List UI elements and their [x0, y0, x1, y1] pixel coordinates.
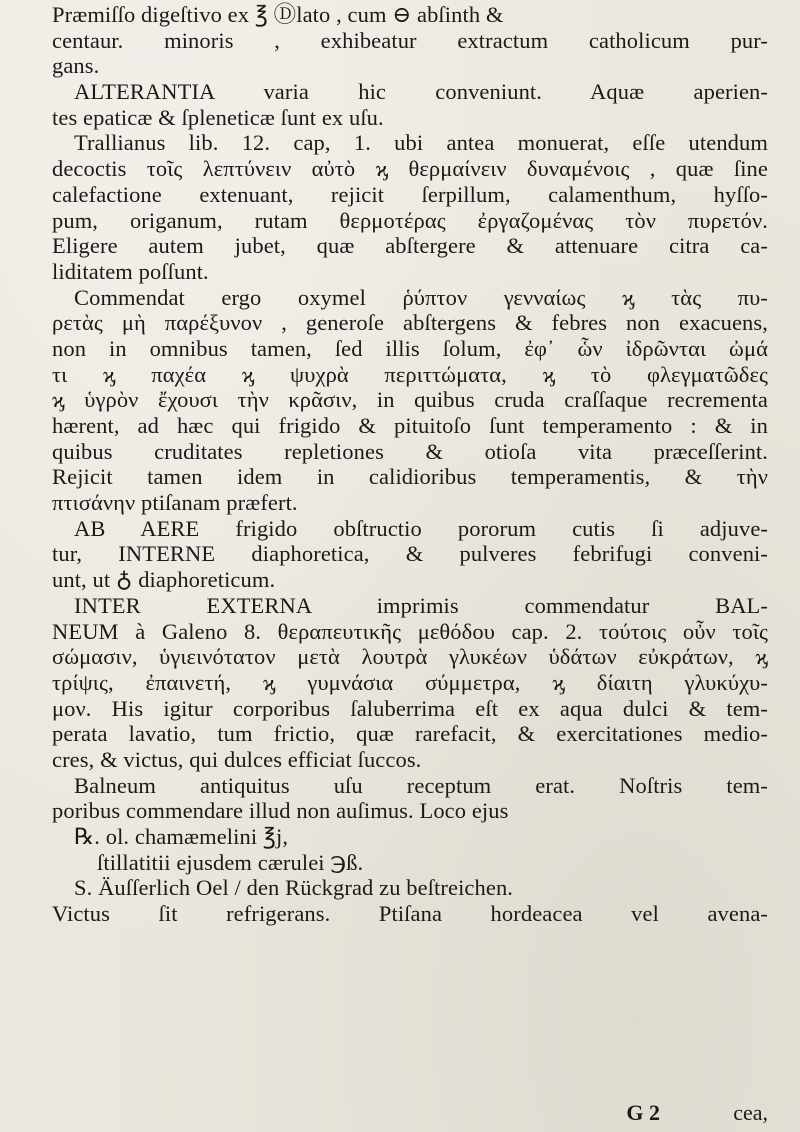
text-line: calefactione extenuant, rejicit ſerpillum, calamenthum, hyſſo-	[52, 181, 768, 207]
page-footer	[0, 1100, 800, 1125]
text-line: Rejicit tamen idem in calidioribus temperamentis, & τὴν	[52, 464, 768, 490]
text-line: AB AERE frigido obſtructio pororum cutis ſi adjuve-	[74, 515, 768, 541]
catchword: cea,	[733, 1100, 768, 1125]
text-line: Præmiſſo digeſtivo ex ℥ Ⓓlato , cum ⊖ abſinth &	[52, 2, 504, 27]
text-line: ſtillatitii ejusdem cærulei ℈ß.	[97, 849, 364, 875]
text-line: τρίψις, ἐπαινετή, ϗ γυμνάσια σύμμετρα, ϗ δίαιτη γλυκύχυ-	[52, 669, 768, 695]
text-line: pum, origanum, rutam θερμοτέρας ἐργαζομένας τὸν πυρετόν.	[52, 207, 768, 233]
text-line: INTER EXTERNA imprimis commendatur BAL-	[74, 592, 768, 618]
text-line: Eligere autem jubet, quæ abſtergere & attenuare citra ca-	[52, 233, 768, 259]
text-line: τι ϗ παχέα ϗ ψυχρὰ περιττώματα, ϗ τὸ φλεγματῶδες	[52, 361, 768, 387]
text-line: ϗ ὑγρὸν ἔχουσι τὴν κρᾶσιν, in quibus cruda craſſaque recrementa	[52, 387, 768, 413]
text-line: gans.	[52, 53, 100, 79]
text-line: quibus cruditates repletiones & otioſa vita præceſſerint.	[52, 438, 768, 464]
text-line: Victus ſit refrigerans. Ptiſana hordeacea vel avena-	[52, 901, 768, 927]
text-line: hærent, ad hæc qui frigido & pituitoſo ſunt temperamento : & in	[52, 413, 768, 438]
text-line: Commendat ergo oxymel ῥύπτον γενναίως ϗ τὰς πυ-	[74, 284, 768, 310]
text-line: Trallianus lib. 12. cap, 1. ubi antea monuerat, eſſe utendum	[74, 130, 768, 156]
text-line: πτισάνην ptiſanam præfert.	[52, 490, 298, 516]
text-line: σώμασιν, ὑγιεινότατον μετὰ λουτρὰ γλυκέων ὑδάτων εὐκράτων, ϗ	[52, 644, 768, 670]
text-line: liditatem poſſunt.	[52, 258, 209, 284]
text-line: ℞. ol. chamæmelini ℥j,	[74, 824, 289, 849]
text-line: perata lavatio, tum frictio, quæ rarefacit, & exercitationes medio-	[52, 721, 768, 747]
page-text	[52, 2, 768, 927]
signature-mark: G 2	[626, 1100, 660, 1125]
text-line: NEUM à Galeno 8. θεραπευτικῆς μεθόδου cap. 2. τούτοις οὖν τοῖς	[52, 618, 768, 644]
text-line: S. Äuſſerlich Oel / den Rückgrad zu beſtreichen.	[74, 875, 514, 901]
text-line: unt, ut ♁ diaphoreticum.	[52, 567, 276, 593]
text-line: tur, INTERNE diaphoretica, & pulveres febrifugi conveni-	[52, 541, 768, 567]
text-line: decoctis τοῖς λεπτύνειν αὐτὸ ϗ θερμαίνειν δυναμένοις , quæ ſine	[52, 156, 768, 182]
text-line: ρετὰς μὴ παρέξυνον , generoſe abſtergens & febres non exacuens,	[52, 310, 768, 336]
text-line: μον. His igitur corporibus ſaluberrima eſt ex aqua dulci & tem-	[52, 695, 768, 721]
text-line: Balneum antiquitus uſu receptum erat. Noſtris tem-	[74, 772, 768, 798]
text-line: poribus commendare illud non auſimus. Loco ejus	[52, 798, 509, 824]
text-line: non in omnibus tamen, ſed illis ſolum, ἐφ᾽ ὧν ἰδρῶνται ὠμά	[52, 335, 768, 361]
text-line: centaur. minoris , exhibeatur extractum catholicum pur-	[52, 27, 768, 53]
text-line: cres, & victus, qui dulces efficiat ſuccos.	[52, 746, 422, 772]
text-line: tes epaticæ & ſpleneticæ ſunt ex uſu.	[52, 104, 384, 130]
text-line: ALTERANTIA varia hic conveniunt. Aquæ aperien-	[74, 79, 768, 105]
